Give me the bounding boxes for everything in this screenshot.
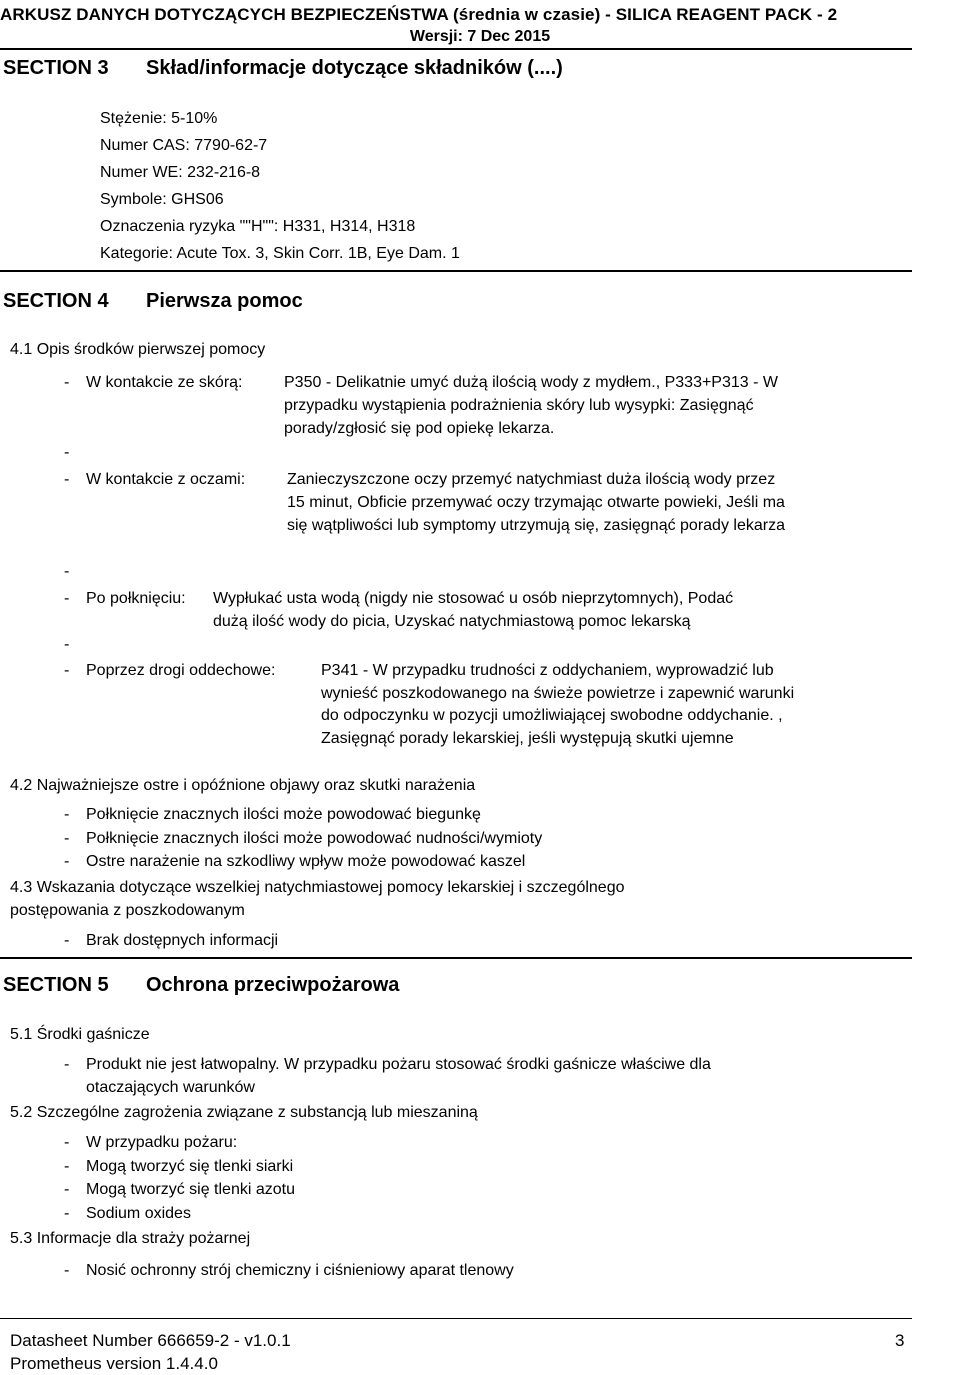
- skin-contact-text: P350 - Delikatnie umyć dużą ilością wody z mydłem., P333+P313 - W: [284, 374, 778, 391]
- prometheus-version: Prometheus version 1.4.4.0: [10, 1354, 218, 1373]
- dash-marker: -: [64, 1056, 70, 1073]
- dash-marker: -: [64, 1262, 70, 1279]
- skin-contact-text: porady/zgłosić się pod opiekę lekarza.: [284, 420, 555, 437]
- list-item: [64, 1205, 191, 1223]
- dash-marker: -: [64, 471, 70, 488]
- version-date: Wersji: 7 Dec 2015: [409, 28, 551, 45]
- inhalation-text: do odpoczynku w pozycji umożliwiającej swobodne oddychanie. ,: [321, 707, 783, 724]
- dash-marker: -: [64, 563, 70, 580]
- inhalation-text: P341 - W przypadku trudności z oddychaniem, wyprowadzić lub: [321, 662, 774, 679]
- inhalation-text: Zasięgnąć porady lekarskiej, jeśli występują skutki ujemne: [321, 730, 734, 747]
- section-rule: [0, 270, 912, 272]
- list-item-text: Brak dostępnych informacji: [86, 932, 279, 949]
- skin-contact-label: W kontakcie ze skórą:: [86, 374, 243, 391]
- ingestion-text: Wypłukać usta wodą (nigdy nie stosować u osób nieprzytomnych), Podać: [213, 590, 734, 607]
- list-item: [64, 1134, 237, 1152]
- list-item-text: Produkt nie jest łatwopalny. W przypadku pożaru stosować środki gaśnicze właściwe dla: [86, 1056, 711, 1073]
- dash-marker: -: [64, 853, 70, 870]
- list-item: [64, 932, 278, 950]
- skin-contact-text: przypadku wystąpienia podrażnienia skóry lub wysypki: Zasięgnąć: [284, 397, 754, 414]
- footer-rule: [0, 1318, 912, 1319]
- hazard-statements-line: Oznaczenia ryzyka ""H"": H331, H314, H318: [100, 218, 416, 235]
- section-5-heading: [3, 974, 399, 997]
- eye-contact-text: 15 minut, Obficie przemywać oczy trzymając otwarte powieki, Jeśli ma: [287, 494, 785, 511]
- symbols-line: Symbole: GHS06: [100, 191, 224, 208]
- dash-marker: -: [64, 636, 70, 653]
- section-number: SECTION 3: [3, 57, 109, 79]
- list-item: [64, 806, 481, 824]
- dash-marker: -: [64, 1181, 70, 1198]
- subsection-4-3: 4.3 Wskazania dotyczące wszelkiej natychmiastowej pomocy lekarskiej i szczególnego: [10, 879, 625, 896]
- list-item-text: Połknięcie znacznych ilości może powodować nudności/wymioty: [86, 830, 543, 847]
- dash-marker: -: [64, 806, 70, 823]
- dash-marker: -: [64, 590, 70, 607]
- section-rule: [0, 957, 912, 959]
- inhalation-text: wynieść poszkodowanego na świeże powietrze i zapewnić warunki: [321, 685, 795, 702]
- inhalation-label: Poprzez drogi oddechowe:: [86, 662, 276, 679]
- list-item-text: Mogą tworzyć się tlenki siarki: [86, 1158, 294, 1175]
- list-item-text: Połknięcie znacznych ilości może powodować biegunkę: [86, 806, 481, 823]
- section-title: Ochrona przeciwpożarowa: [146, 974, 400, 996]
- dash-marker: -: [64, 1134, 70, 1151]
- dash-marker: -: [64, 444, 70, 461]
- list-item: [64, 1158, 293, 1176]
- subsection-4-1: 4.1 Opis środków pierwszej pomocy: [10, 341, 266, 358]
- section-number: SECTION 4: [3, 290, 109, 312]
- list-item: [64, 830, 542, 848]
- ingestion-label: Po połknięciu:: [86, 590, 186, 607]
- eye-contact-text: Zanieczyszczone oczy przemyć natychmiast duża ilością wody przez: [287, 471, 776, 488]
- dash-marker: -: [64, 1205, 70, 1222]
- list-item: [64, 1262, 514, 1280]
- section-number: SECTION 5: [3, 974, 109, 996]
- dash-marker: -: [64, 374, 70, 391]
- datasheet-number: Datasheet Number 666659-2 - v1.0.1: [10, 1331, 291, 1350]
- section-3-heading: [3, 57, 563, 80]
- list-item-text: otaczających warunków: [86, 1079, 255, 1096]
- dash-marker: -: [64, 932, 70, 949]
- header-rule: [0, 48, 912, 50]
- page-number: 3: [895, 1331, 905, 1350]
- list-item-text: Sodium oxides: [86, 1205, 191, 1222]
- categories-line: Kategorie: Acute Tox. 3, Skin Corr. 1B, Eye Dam. 1: [100, 245, 460, 262]
- list-item-text: Ostre narażenie na szkodliwy wpływ może powodować kaszel: [86, 853, 526, 870]
- ec-number-line: Numer WE: 232-216-8: [100, 164, 261, 181]
- list-item-text: W przypadku pożaru:: [86, 1134, 238, 1151]
- dash-marker: -: [64, 1158, 70, 1175]
- subsection-5-2: 5.2 Szczególne zagrożenia związane z substancją lub mieszaniną: [10, 1104, 478, 1121]
- section-title: Skład/informacje dotyczące składników (....): [146, 57, 563, 79]
- dash-marker: -: [64, 662, 70, 679]
- list-item: [64, 1181, 295, 1199]
- subsection-5-1: 5.1 Środki gaśnicze: [10, 1026, 150, 1043]
- list-item-text: Nosić ochronny strój chemiczny i ciśnieniowy aparat tlenowy: [86, 1262, 514, 1279]
- concentration-line: Stężenie: 5-10%: [100, 110, 218, 127]
- ingestion-text: dużą ilość wody do picia, Uzyskać natychmiastową pomoc lekarską: [213, 613, 691, 630]
- subsection-4-2: 4.2 Najważniejsze ostre i opóźnione objawy oraz skutki narażenia: [10, 777, 476, 794]
- subsection-4-3-cont: postępowania z poszkodowanym: [10, 902, 245, 919]
- document-title: ARKUSZ DANYCH DOTYCZĄCYCH BEZPIECZEŃSTWA (średnia w czasie) - SILICA REAGENT PACK - 2: [0, 5, 838, 24]
- section-4-heading: [3, 290, 303, 313]
- list-item: [64, 1056, 711, 1074]
- list-item: [64, 853, 525, 871]
- section-title: Pierwsza pomoc: [146, 290, 303, 312]
- list-item-text: Mogą tworzyć się tlenki azotu: [86, 1181, 295, 1198]
- eye-contact-label: W kontakcie z oczami:: [86, 471, 246, 488]
- subsection-5-3: 5.3 Informacje dla straży pożarnej: [10, 1230, 251, 1247]
- eye-contact-text: się wątpliwości lub symptomy utrzymują się, zasięgnąć porady lekarza: [287, 517, 785, 534]
- cas-number-line: Numer CAS: 7790-62-7: [100, 137, 268, 154]
- dash-marker: -: [64, 830, 70, 847]
